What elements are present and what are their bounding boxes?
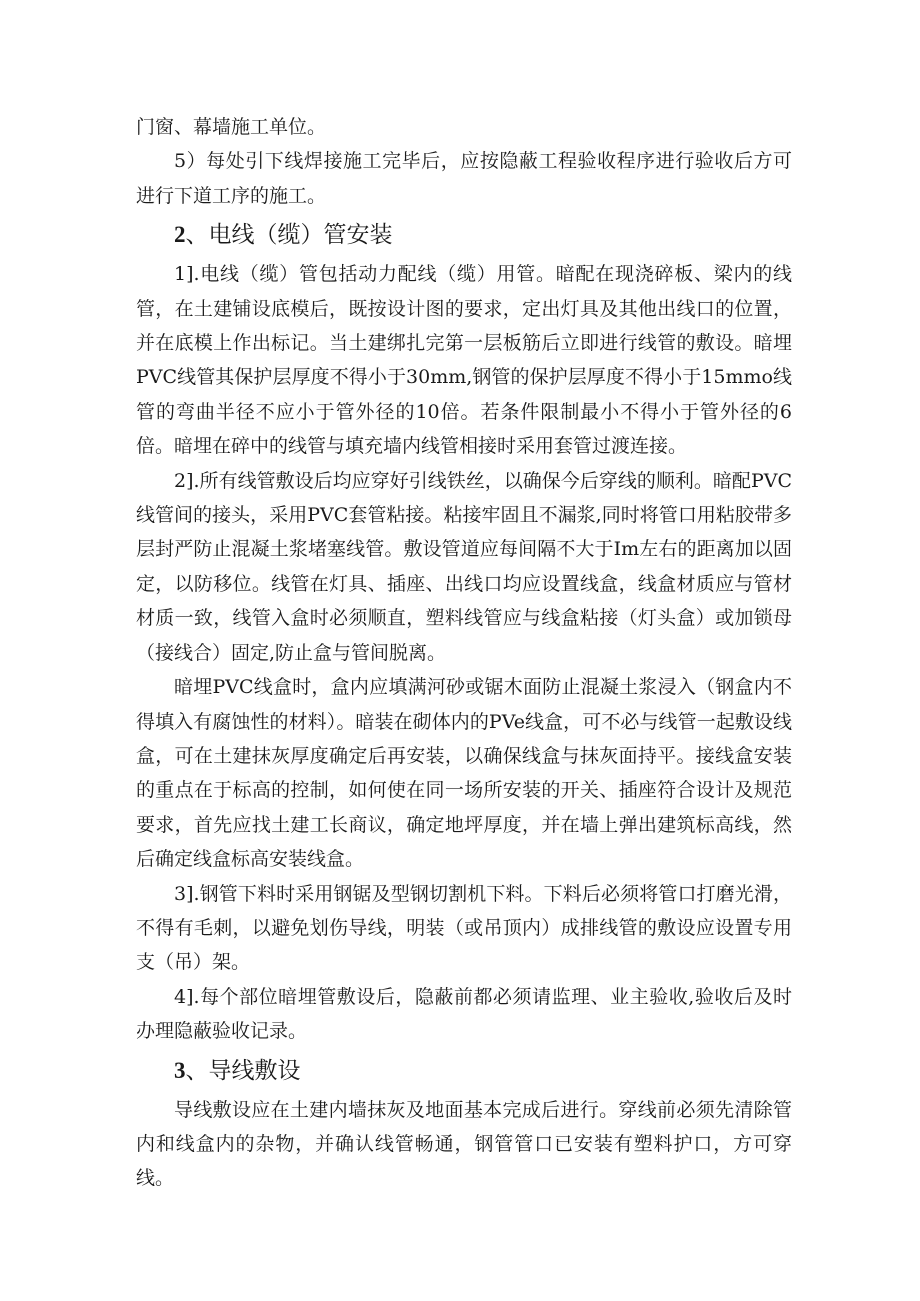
section-2-paragraph-4: 3].钢管下料时采用钢锯及型钢切割机下料。下料后必须将管口打磨光滑，不得有毛刺，以避免划伤导线，明装（或吊顶内）成排线管的敷设应设置专用支（吊）架。 xyxy=(136,882,792,974)
section-3-number: 3 xyxy=(174,1057,186,1083)
paragraph-item-5: 5）每处引下线焊接施工完毕后，应按隐蔽工程验收程序进行验收后方可进行下道工序的施工。 xyxy=(136,150,792,207)
section-2-heading xyxy=(136,213,792,257)
section-2-paragraph-2: 2].所有线管敷设后均应穿好引线铁丝，以确保今后穿线的顺利。暗配PVC线管间的接头，采用PVC套管粘接。粘接牢固且不漏浆,同时将管口用粘胶带多层封严防止混凝土浆堵塞线管。敷设管道应每间隔不大于Im左右的距离加以固定，以防移位。线管在灯具、插座、出线口均应设置线盒，线盒材质应与管材材质一致，线管入盒时必须顺直，塑料线管应与线盒粘接（灯头盒）或加锁母（接线合）固定,防止盒与管间脱离。 xyxy=(136,469,792,664)
section-3-heading xyxy=(136,1049,792,1093)
section-3-paragraph-1: 导线敷设应在土建内墙抹灰及地面基本完成后进行。穿线前必须先清除管内和线盒内的杂物，并确认线管畅通，钢管管口已安装有塑料护口，方可穿线。 xyxy=(136,1098,792,1190)
section-2-paragraph-5: 4].每个部位暗埋管敷设后，隐蔽前都必须请监理、业主验收,验收后及时办理隐蔽验收记录。 xyxy=(136,985,792,1043)
document-body xyxy=(136,110,792,1196)
paragraph-intro: 门窗、幕墙施工单位。 xyxy=(136,116,327,138)
section-2-paragraph-3: 暗埋PVC线盒时，盒内应填满河砂或锯木面防止混凝土浆浸入（钢盒内不得填入有腐蚀性的材料）。暗装在砌体内的PVe线盒，可不必与线管一起敷设线盒，可在土建抹灰厚度确定后再安装，以确保线盒与抹灰面持平。接线盒安装的重点在于标高的控制，如何使在同一场所安装的开关、插座符合设计及规范要求，首先应找土建工长商议，确定地坪厚度，并在墙上弹出建筑标高线，然后确定线盒标高安装线盒。 xyxy=(136,676,792,871)
section-3-title: 、导线敷设 xyxy=(185,1057,301,1084)
section-2-number: 2 xyxy=(174,222,186,248)
section-2-title: 、电线（缆）管安装 xyxy=(185,222,393,249)
section-2-paragraph-1: 1].电线（缆）管包括动力配线（缆）用管。暗配在现浇碎板、梁内的线管，在土建铺设底模后，既按设计图的要求，定出灯具及其他出线口的位置，并在底模上作出标记。当土建绑扎完第一层板筋后立即进行线管的敷设。暗埋PVC线管其保护层厚度不得小于30mm,钢管的保护层厚度不得小于15mmo线管的弯曲半径不应小于管外径的10倍。若条件限制最小不得小于管外径的6倍。暗埋在碎中的线管与填充墙内线管相接时采用套管过渡连接。 xyxy=(136,263,792,458)
